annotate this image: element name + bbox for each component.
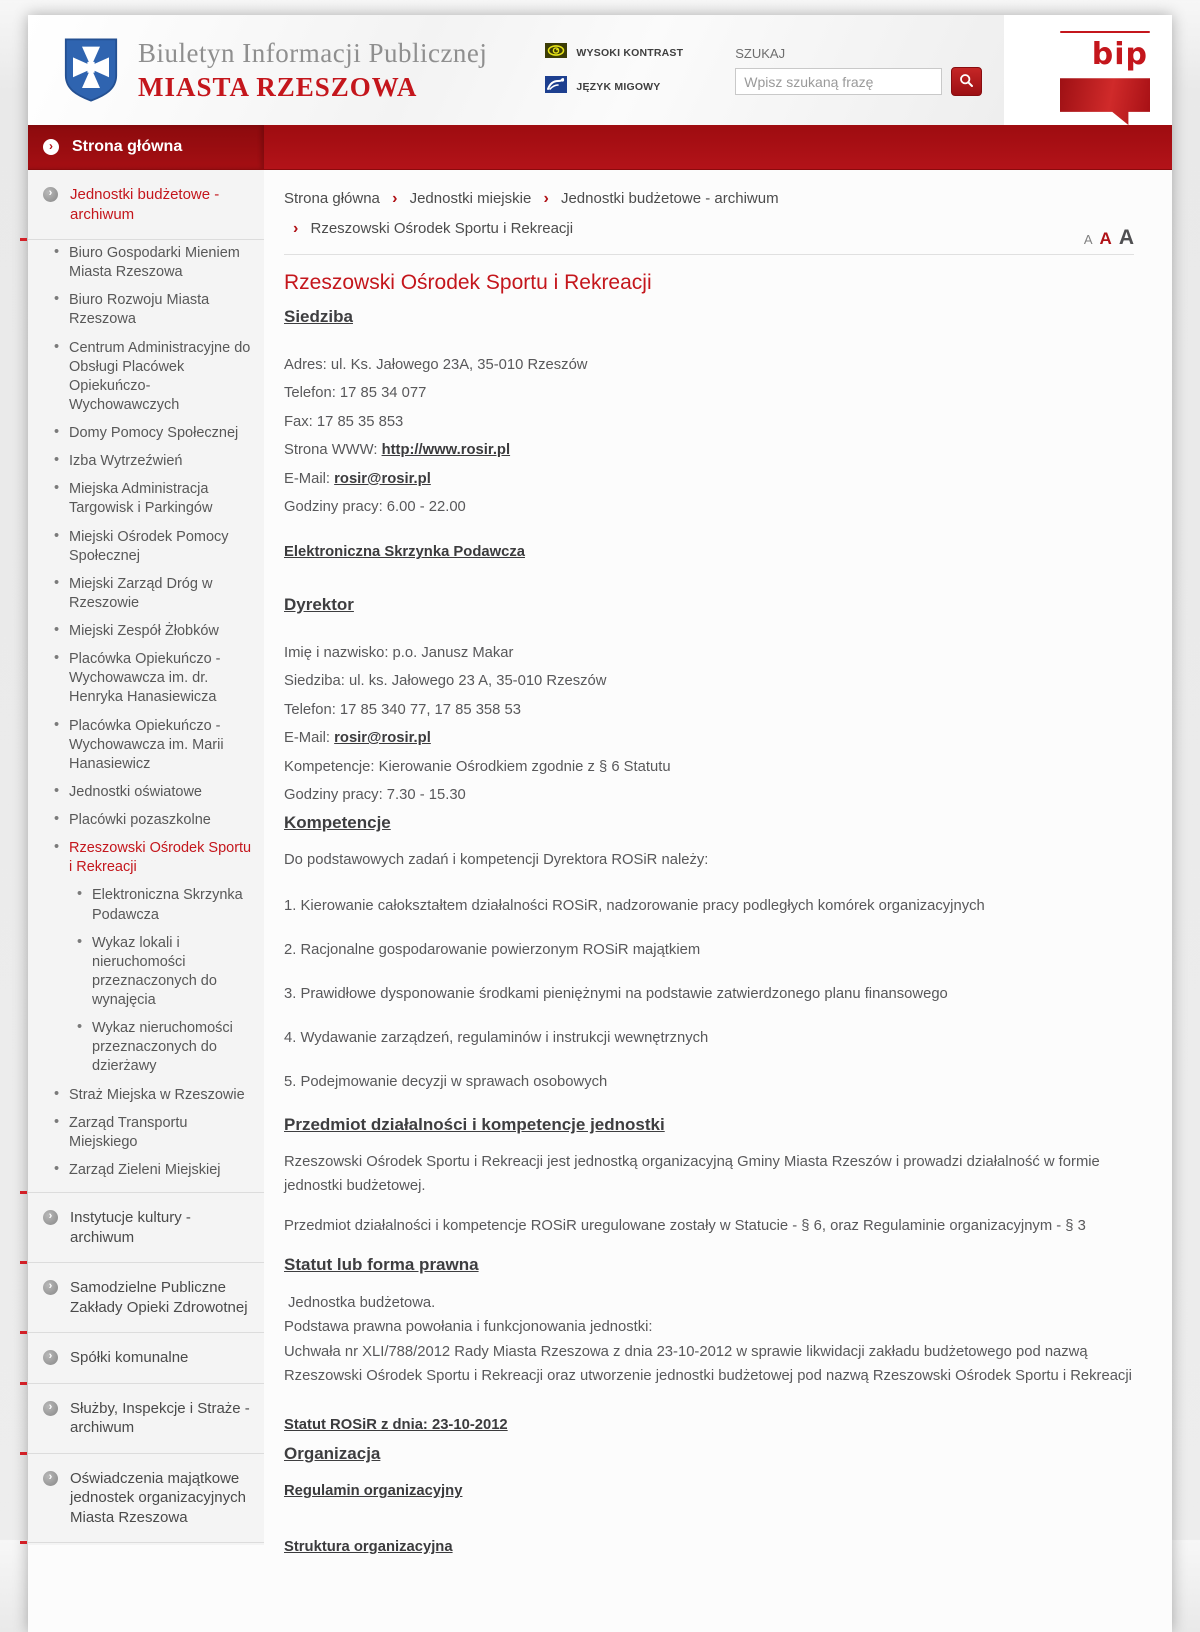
sidebar-item-label: Miejska Administracja Targowisk i Parkingów [69, 481, 213, 517]
sidebar-item[interactable] [69, 452, 256, 471]
heading-kompetencje: Kompetencje [284, 813, 391, 833]
regulamin-link[interactable]: Regulamin organizacyjny [284, 1483, 463, 1500]
sidebar-divider [28, 1332, 264, 1333]
breadcrumb-divider [284, 254, 1134, 255]
sidebar-item-label: Zarząd Transportu Miejskiego [69, 1114, 188, 1150]
search-label: SZUKAJ [735, 46, 786, 61]
search-area [735, 44, 982, 96]
sidebar-subitem[interactable] [92, 934, 256, 1011]
nav-home-item[interactable] [28, 125, 264, 169]
sign-language-label: JĘZYK MIGOWY [576, 80, 661, 93]
arrow-circle-icon: › [43, 1401, 58, 1416]
site-title [138, 38, 487, 103]
sidebar-item-label: Miejski Zespół Żłobków [69, 623, 219, 639]
sidebar-item-label: Spółki komunalne [70, 1349, 189, 1366]
dyrektor-imie: Imię i nazwisko: p.o. Janusz Makar [284, 644, 514, 661]
sidebar-item[interactable] [69, 244, 256, 282]
main-nav [28, 125, 1172, 170]
siedziba-adres: Adres: ul. Ks. Jałowego 23A, 35-010 Rzeszów [284, 357, 588, 373]
struktura-paragraph [284, 1536, 1134, 1560]
nav-home-arrow-icon: › [43, 139, 59, 155]
email-label: E-Mail: [284, 470, 335, 487]
heading-organizacja: Organizacja [284, 1444, 381, 1464]
nav-home-label: Strona główna [72, 138, 183, 155]
kompetencje-intro: Do podstawowych zadań i kompetencji Dyrektora ROSiR należy: [284, 852, 709, 869]
statut-p1: Jednostka budżetowa. [288, 1295, 436, 1312]
high-contrast-button[interactable] [545, 43, 683, 63]
email-label: E-Mail: [284, 730, 335, 747]
sidebar-item[interactable] [69, 622, 256, 641]
sidebar-item[interactable] [69, 717, 256, 774]
arrow-circle-icon: › [43, 1350, 58, 1365]
sidebar-item-label: Rzeszowski Ośrodek Sportu i Rekreacji [69, 840, 252, 876]
search-input[interactable] [735, 68, 942, 95]
statut-p3: Uchwała nr XLI/788/2012 Rady Miasta Rzeszowa z dnia 23-10-2012 w sprawie likwidacji zakładu budżetowego pod nazwą Rzeszowski Ośrodek Sportu i Rekreacji oraz utworzenie jednostki budżetowej pod nazwą Rzeszowski Ośrodek Sportu i Rekreacji [284, 1343, 1132, 1384]
organizacja-links [284, 1480, 1134, 1560]
email-link[interactable]: rosir@rosir.pl [334, 470, 431, 487]
breadcrumb-link[interactable]: Jednostki budżetowe - archiwum [560, 190, 779, 207]
sidebar-item-label: Wykaz nieruchomości przeznaczonych do dzierżawy [92, 1020, 233, 1075]
sidebar-item[interactable] [69, 1114, 256, 1152]
high-contrast-eye-icon [545, 43, 567, 63]
breadcrumb-line2 [284, 220, 1134, 238]
sidebar-item[interactable] [69, 575, 256, 613]
heading-dyrektor: Dyrektor [284, 594, 354, 614]
site-logo[interactable] [64, 36, 487, 104]
site-title-line1: Biuletyn Informacji Publicznej [138, 37, 488, 68]
sidebar-divider [28, 1383, 264, 1384]
heading-siedziba: Siedziba [284, 307, 353, 326]
statut-link-paragraph [284, 1414, 1134, 1438]
header [28, 15, 1172, 125]
kompetencje-item: 4. Wydawanie zarządzeń, regulaminów i instrukcji wewnętrznych [284, 1030, 709, 1047]
sidebar-item[interactable] [69, 291, 256, 329]
page-container [28, 15, 1172, 1632]
email-link[interactable]: rosir@rosir.pl [334, 730, 431, 747]
breadcrumb-chevron-icon: › [392, 190, 398, 207]
esp-link[interactable]: Elektroniczna Skrzynka Podawcza [284, 543, 525, 560]
sidebar-item-label: Domy Pomocy Społecznej [69, 425, 239, 441]
sidebar-divider [28, 1192, 264, 1193]
sidebar-item-oswiadczenia-majatkowe[interactable] [28, 1454, 264, 1543]
font-size-medium-button[interactable]: A [1099, 229, 1112, 248]
dyrektor-siedziba: Siedziba: ul. ks. Jałowego 23 A, 35-010 Rzeszów [284, 673, 607, 690]
sidebar-item-label: Placówka Opiekuńczo - Wychowawcza im. dr. Henryka Hanasiewicza [69, 651, 221, 706]
bip-logo-line [1060, 31, 1150, 33]
bip-logo[interactable] [1004, 15, 1172, 125]
sidebar-item-spolki-komunalne[interactable] [28, 1333, 264, 1383]
sidebar-item-label: Zarząd Zieleni Miejskiej [69, 1161, 221, 1178]
sidebar-item[interactable] [69, 1086, 256, 1105]
arrow-circle-icon: › [43, 1280, 58, 1295]
www-link[interactable]: http://www.rosir.pl [381, 442, 511, 459]
heading-statut: Statut lub forma prawna [284, 1255, 479, 1275]
dyrektor-telefon: Telefon: 17 85 340 77, 17 85 358 53 [284, 701, 521, 718]
font-size-small-button[interactable]: A [1083, 232, 1093, 247]
breadcrumb-current[interactable]: Rzeszowski Ośrodek Sportu i Rekreacji [310, 220, 574, 237]
sidebar [28, 170, 264, 1545]
font-size-large-button[interactable]: A [1118, 226, 1134, 249]
sidebar-item-label: Elektroniczna Skrzynka Podawcza [92, 887, 243, 923]
sidebar-item-label: Miejski Zarząd Dróg w Rzeszowie [69, 575, 213, 611]
bip-logo-bubble [1060, 78, 1150, 125]
sign-language-hand-icon [545, 76, 567, 98]
siedziba-godziny: Godziny pracy: 6.00 - 22.00 [284, 499, 466, 516]
sidebar-item[interactable] [69, 811, 256, 830]
przedmiot-block [284, 1151, 1134, 1239]
breadcrumb-chevron-icon: › [543, 190, 549, 207]
sidebar-divider [28, 1453, 264, 1454]
site-title-line2: MIASTA RZESZOWA [138, 71, 418, 102]
dyrektor-kompetencje: Kompetencje: Kierowanie Ośrodkiem zgodnie z § 6 Statutu [284, 758, 671, 775]
high-contrast-label: WYSOKI KONTRAST [576, 46, 684, 59]
kompetencje-item: 3. Prawidłowe dysponowanie środkami pieniężnymi na podstawie zatwierdzonego planu finansowego [284, 986, 948, 1003]
breadcrumb [284, 190, 1134, 252]
sidebar-item-label: Biuro Rozwoju Miasta Rzeszowa [69, 292, 210, 328]
sidebar-item-instytucje-kultury[interactable] [28, 1193, 264, 1262]
sidebar-item-label: Straż Miejska w Rzeszowie [69, 1086, 245, 1103]
statut-link[interactable]: Statut ROSiR z dnia: 23-10-2012 [284, 1417, 508, 1434]
sidebar-item-label: Placówka Opiekuńczo - Wychowawcza im. Marii Hanasiewicz [69, 717, 224, 772]
breadcrumb-link[interactable]: Strona główna [284, 190, 380, 207]
sidebar-divider [28, 1262, 264, 1263]
sidebar-sublist [69, 886, 256, 1076]
struktura-link[interactable]: Struktura organizacyjna [284, 1539, 453, 1556]
www-label: Strona WWW: [284, 442, 382, 459]
sidebar-item-label: Izba Wytrzeźwień [69, 453, 183, 470]
body-row [28, 170, 1172, 1632]
sidebar-item-label: Miejski Ośrodek Pomocy Społecznej [69, 528, 229, 564]
sidebar-item[interactable] [69, 424, 256, 443]
bip-logo-text: bip [1091, 37, 1148, 73]
siedziba-fax: Fax: 17 85 35 853 [284, 413, 404, 430]
header-left [28, 15, 1004, 125]
dyrektor-block [284, 643, 1134, 807]
przedmiot-p1: Rzeszowski Ośrodek Sportu i Rekreacji jest jednostką organizacyjną Gminy Miasta Rzeszów i prowadzi działalność w formie jednostki budżetowej. [284, 1154, 1100, 1195]
sidebar-item[interactable] [69, 339, 256, 416]
przedmiot-p2: Przedmiot działalności i kompetencje ROSiR uregulowane zostały w Statucie - § 6, oraz Regulaminie organizacyjnym - § 3 [284, 1218, 1086, 1235]
regulamin-paragraph [284, 1480, 1134, 1504]
kompetencje-item: 1. Kierowanie całokształtem działalności ROSiR, nadzorowanie pracy podległych komórek organizacyjnych [284, 898, 985, 915]
sidebar-item[interactable] [69, 528, 256, 566]
kompetencje-list [284, 895, 1134, 1095]
siedziba-block [284, 355, 1134, 519]
accessibility-links [545, 43, 683, 98]
sidebar-item-label: Instytucje kultury - archiwum [70, 1209, 191, 1246]
siedziba-www [284, 440, 1134, 461]
heading-przedmiot: Przedmiot działalności i kompetencje jednostki [284, 1115, 665, 1135]
sidebar-item-rosir-active[interactable] [69, 839, 256, 1076]
sidebar-item-label: Centrum Administracyjne do Obsługi Placówek Opiekuńczo-Wychowawczych [69, 339, 251, 413]
sidebar-item-label: Jednostki budżetowe - archiwum [70, 186, 220, 223]
sidebar-item-jednostki-budzetowe-archiwum[interactable] [28, 170, 264, 239]
sidebar-item-label: Jednostki oświatowe [69, 783, 202, 800]
dyrektor-email [284, 728, 1134, 749]
coat-of-arms-icon [64, 36, 118, 104]
statut-block [284, 1291, 1134, 1388]
page-title: Rzeszowski Ośrodek Sportu i Rekreacji [284, 271, 652, 294]
kompetencje-item: 5. Podejmowanie decyzji w sprawach osobowych [284, 1074, 608, 1091]
sidebar-item-sluzby-inspekcje[interactable] [28, 1384, 264, 1453]
breadcrumb-link[interactable]: Jednostki miejskie [409, 190, 532, 207]
sidebar-item-label: Służby, Inspekcje i Straże - archiwum [70, 1399, 250, 1436]
sidebar-item[interactable] [69, 650, 256, 707]
search-icon [959, 73, 974, 91]
siedziba-email [284, 469, 1134, 490]
sign-language-button[interactable] [545, 76, 683, 98]
sidebar-item-label: Biuro Gospodarki Mieniem Miasta Rzeszowa [69, 245, 240, 281]
sidebar-bullet-list [28, 244, 264, 1180]
search-button[interactable] [951, 67, 982, 96]
sidebar-item[interactable] [69, 480, 256, 518]
sidebar-divider [28, 1542, 264, 1543]
sidebar-item-label: Oświadczenia majątkowe jednostek organizacyjnych Miasta Rzeszowa [70, 1469, 246, 1526]
dyrektor-godziny: Godziny pracy: 7.30 - 15.30 [284, 786, 466, 803]
sidebar-item-spzoz[interactable] [28, 1263, 264, 1332]
main-content [264, 170, 1172, 1632]
sidebar-subitem[interactable] [92, 1019, 256, 1076]
arrow-circle-icon: › [43, 1210, 58, 1225]
sidebar-item-label: Placówki pozaszkolne [69, 812, 211, 828]
sidebar-item-label: Samodzielne Publiczne Zakłady Opieki Zdrowotnej [70, 1279, 248, 1316]
font-size-controls [1084, 226, 1134, 250]
statut-p2: Podstawa prawna powołania i funkcjonowania jednostki: [284, 1319, 653, 1336]
sidebar-subitem[interactable] [92, 886, 256, 924]
sidebar-item-label: Wykaz lokali i nieruchomości przeznaczonych do wynajęcia [92, 934, 217, 1008]
sidebar-item[interactable] [69, 1161, 256, 1180]
sidebar-divider [28, 239, 264, 240]
sidebar-item[interactable] [69, 783, 256, 802]
arrow-circle-icon: › [43, 187, 58, 202]
kompetencje-item: 2. Racjonalne gospodarowanie powierzonym ROSiR majątkiem [284, 942, 701, 959]
siedziba-telefon: Telefon: 17 85 34 077 [284, 385, 427, 402]
breadcrumb-chevron-icon: › [293, 220, 299, 237]
breadcrumb-line1 [284, 190, 1134, 208]
arrow-circle-icon: › [43, 1471, 58, 1486]
esp-paragraph [284, 541, 1134, 565]
